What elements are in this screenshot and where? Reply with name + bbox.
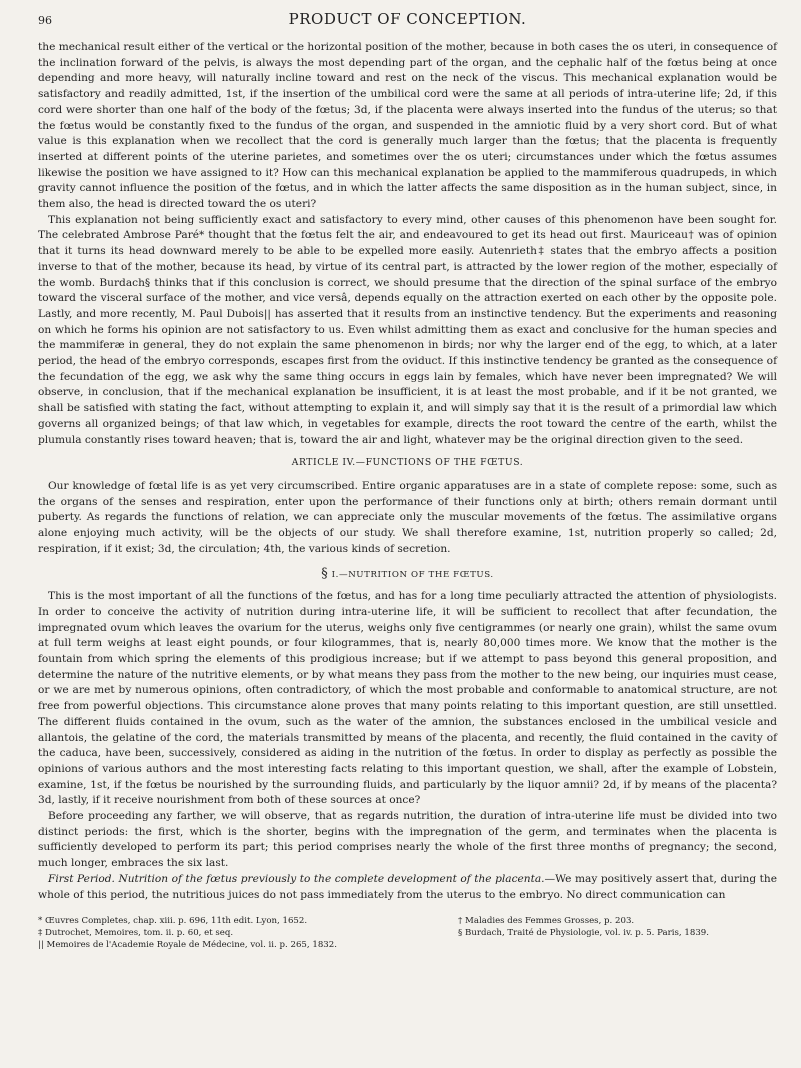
first-period-title: First Period. Nutrition of the fœtus previously to the complete development of the placenta. [48,872,545,885]
paragraph-first-period [38,872,777,903]
footnote: † Maladies des Femmes Grosses, p. 203. [458,916,635,927]
footnote: § Burdach, Traité de Physiologie, vol. iv. p. 5. Paris, 1839. [458,928,709,939]
paragraph-intro-2: This explanation not being sufficiently exact and satisfactory to every mind, other causes of this phenomenon have been sought for. The celebrated Ambrose Paré* thought that the fœtus felt the air, and endeavoured to get its head out first. Mauriceau† was of opinion that it turns its head downward merely to be able to be expelled more easily. Autenrieth‡ states that the embryo affects a position inverse to that of the mother, because its head, by virtue of its central part, is attracted by the lower region of the mother, especially of the womb. Burdach§ thinks that if this conclusion is correct, we should presume that the direction of the spinal surface of the embryo toward the visceral surface of the mother, and vice versâ, depends equally on the attraction exerted on each other by the opposite pole. Lastly, and more recently, M. Paul Dubois|| has asserted that it results from an instinctive tendency. But the experiments and reasoning on which he forms his opinion are not satisfactory to us. Even whilst admitting them as exact and conclusive for the human species and the mammiferæ in general, they do not explain the same phenomenon in birds; nor why the larger end of the egg, to which, at a later period, the head of the embryo corresponds, escapes first from the oviduct. If this instinctive tendency be granted as the consequence of the fecundation of the egg, we ask why the same thing occurs in eggs lain by females, which have never been impregnated? We will observe, in conclusion, that if the mechanical explanation be insufficient, it is at least the most probable, and if it be not granted, we shall be satisfied with stating the fact, without attempting to explain it, and will simply say that it is the result of a primordial law which governs all organized beings; of that law which, in vegetables for example, directs the root toward the centre of the earth, whilst the plumula constantly rises toward heaven; that is, toward the air and light, whatever may be the original direction given to the seed. [38,213,777,446]
footnotes-left-column [38,915,450,951]
section-heading [38,566,777,584]
section-mark: § [321,565,329,581]
paragraph-section-2: Before proceeding any farther, we will observe, that as regards nutrition, the duration of intra-uterine life must be divided into two distinct periods: the first, which is the shorter, begins with the impregnation of the germ, and terminates when the placenta is sufficiently developed to perform its part; this period comprises nearly the whole of the first three months of pregnancy; the second, much longer, embraces the six last. [38,810,777,870]
paragraph-intro-1: the mechanical result either of the vertical or the horizontal position of the mother, because in both cases the os uteri, in consequence of the inclination forward of the pelvis, is always the most depending part of the organ, and the cephalic half of the fœtus being at once depending and more heavy, will naturally incline toward and rest on the neck of the viscus. This mechanical explanation would be satisfactory and readily admitted, 1st, if the insertion of the umbilical cord were the same at all periods of intra-uterine life; 2d, if this cord were shorter than one half of the body of the fœtus; 3d, if the placenta were always inserted into the fundus of the uterus; so that the fœtus would be constantly fixed to the fundus of the organ, and suspended in the amniotic fluid by a very short cord. But of what value is this explanation when we recollect that the cord is generally much larger than the fœtus; that the placenta is frequently inserted at different points of the uterine parietes, and sometimes over the os uteri; circumstances under which the fœtus assumes likewise the position we have assigned to it? How can this mechanical explanation be applied to the mammiferous quadrupeds, in which gravity cannot influence the position of the fœtus, and in which the latter affects the same disposition as in the human subject, since, in them also, the head is directed toward the os uteri? [38,41,777,211]
footnote: || Memoires de l'Academie Royale de Médecine, vol. ii. p. 265, 1832. [38,940,337,951]
footnotes-right-column [458,915,777,951]
footnote: ‡ Dutrochet, Memoires, tom. ii. p. 60, et seq. [38,928,234,939]
footnote: * Œuvres Completes, chap. xiii. p. 696, 11th edit. Lyon, 1652. [38,916,308,927]
running-title: PRODUCT OF CONCEPTION. [288,10,527,28]
body-text [38,40,777,903]
running-head [38,10,777,38]
first-period-text: —We may positively assert that, during the whole of this period, the nutritious juices do not pass immediately from the uterus to the embryo. No direct communication can [38,872,777,901]
paragraph-article: Our knowledge of fœtal life is as yet very circumscribed. Entire organic apparatuses are in a state of complete repose: some, such as the organs of the senses and respiration, enter upon the performance of their functions only at birth; others remain dormant until puberty. As regards the functions of relation, we can appreciate only the muscular movements of the fœtus. The assimilative organs alone enjoying much activity, will be the objects of our study. We shall therefore examine, 1st, nutrition properly so called; 2d, respiration, if it exist; 3d, the circulation; 4th, the various kinds of secretion. [38,479,777,555]
paragraph-section-1: This is the most important of all the functions of the fœtus, and has for a long time peculiarly attracted the attention of physiologists. In order to conceive the activity of nutrition during intra-uterine life, it will be sufficient to recollect that after fecundation, the impregnated ovum which leaves the ovarium for the uterus, weighs only five centigrammes (or nearly one grain), whilst the same ovum at full term weighs at least eight pounds, or four kilogrammes, that is, nearly 80,000 times more. We know that the mother is the fountain from which spring the elements of this prodigious increase; but if we attempt to pass beyond this general proposition, and determine the nature of the nutritive elements, or by what means they pass from the mother to the new being, our inquiries must cease, or we are met by numerous opinions, often contradictory, of which the most probable and conformable to anatomical structure, are not free from powerful objections. This circumstance alone proves that many points relating to this important question, are still unsettled. The different fluids contained in the ovum, such as the water of the amnion, the substances enclosed in the umbilical vesicle and allantois, the gelatine of the cord, the materials transmitted by means of the placenta, and recently, the fluid contained in the cavity of the caduca, have been, successively, considered as aiding in the nutrition of the fœtus. In order to display as perfectly as possible the opinions of various authors and the most interesting facts relating to this important question, we shall, after the example of Lobstein, examine, 1st, if the fœtus be nourished by the surrounding fluids, and particularly by the liquor amnii? 2d, if by means of the placenta? 3d, lastly, if it receive nourishment from both of these sources at once? [38,590,777,807]
footnotes [38,915,777,951]
section-heading-text: I.—NUTRITION OF THE FŒTUS. [331,569,494,580]
article-heading: ARTICLE IV.—FUNCTIONS OF THE FŒTUS. [291,457,524,469]
page-number: 96 [38,14,52,27]
